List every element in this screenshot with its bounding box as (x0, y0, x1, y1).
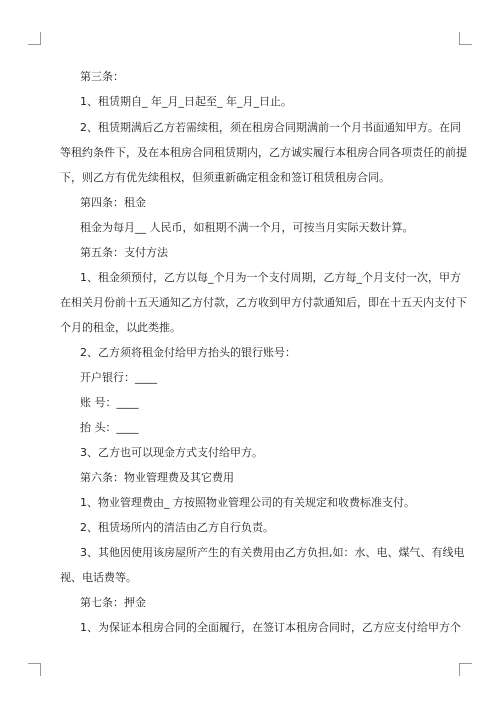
paragraph-line: 租金为每月__ 人民币，如租期不满一个月，可按当月实际天数计算。 (80, 221, 414, 234)
article-3-heading: 第三条： (80, 70, 124, 83)
crop-mark-top-left (28, 32, 41, 45)
paragraph-line: 1、物业管理费由_ 方按照物业管理公司的有关规定和收费标准支付。 (80, 496, 415, 509)
paragraph-line: 3、乙方也可以现金方式支付给甲方。 (80, 446, 263, 459)
account-number-field: 账 号：____ (80, 396, 139, 409)
article-4-heading: 第四条：租金 (80, 196, 146, 209)
paragraph-line: 个月的租金，以此类推。 (60, 321, 181, 334)
paragraph-line: 1、租赁期自_ 年_月_日起至_ 年_月_日止。 (80, 95, 292, 108)
paragraph-line: 1、租金须预付，乙方以每_个月为一个支付周期，乙方每_个月支付一次，甲方 (80, 271, 461, 284)
article-5-heading: 第五条：支付方法 (80, 246, 168, 259)
paragraph-line: 下，则乙方有优先续租权，但须重新确定租金和签订租赁租房合同。 (60, 171, 390, 184)
paragraph-line: 等租约条件下，及在本租房合同租赁期内，乙方诚实履行本租房合同各项责任的前提 (60, 146, 467, 159)
crop-mark-top-right (459, 32, 472, 45)
paragraph-line: 2、乙方须将租金付给甲方抬头的银行账号： (80, 346, 296, 359)
article-7-heading: 第七条：押金 (80, 596, 146, 609)
account-holder-field: 抬 头：____ (80, 421, 139, 434)
bank-name-field: 开户银行：____ (80, 371, 157, 384)
paragraph-line: 3、其他因使用该房屋所产生的有关费用由乙方负担,如：水、电、煤气、有线电 (80, 546, 465, 559)
paragraph-line: 在相关月份前十五天通知乙方付款，乙方收到甲方付款通知后，即在十五天内支付下 (60, 296, 467, 309)
paragraph-line: 2、租赁期满后乙方若需续租，须在租房合同期满前一个月书面通知甲方。在同 (80, 121, 461, 134)
paragraph-line: 视、电话费等。 (60, 571, 137, 584)
paragraph-line: 2、租赁场所内的清洁由乙方自行负责。 (80, 521, 274, 534)
crop-mark-bottom-left (28, 663, 41, 676)
crop-mark-bottom-right (459, 663, 472, 676)
paragraph-line: 1、为保证本租房合同的全面履行，在签订本租房合同时，乙方应支付给甲方个 (80, 621, 461, 634)
article-6-heading: 第六条：物业管理费及其它费用 (80, 471, 234, 484)
